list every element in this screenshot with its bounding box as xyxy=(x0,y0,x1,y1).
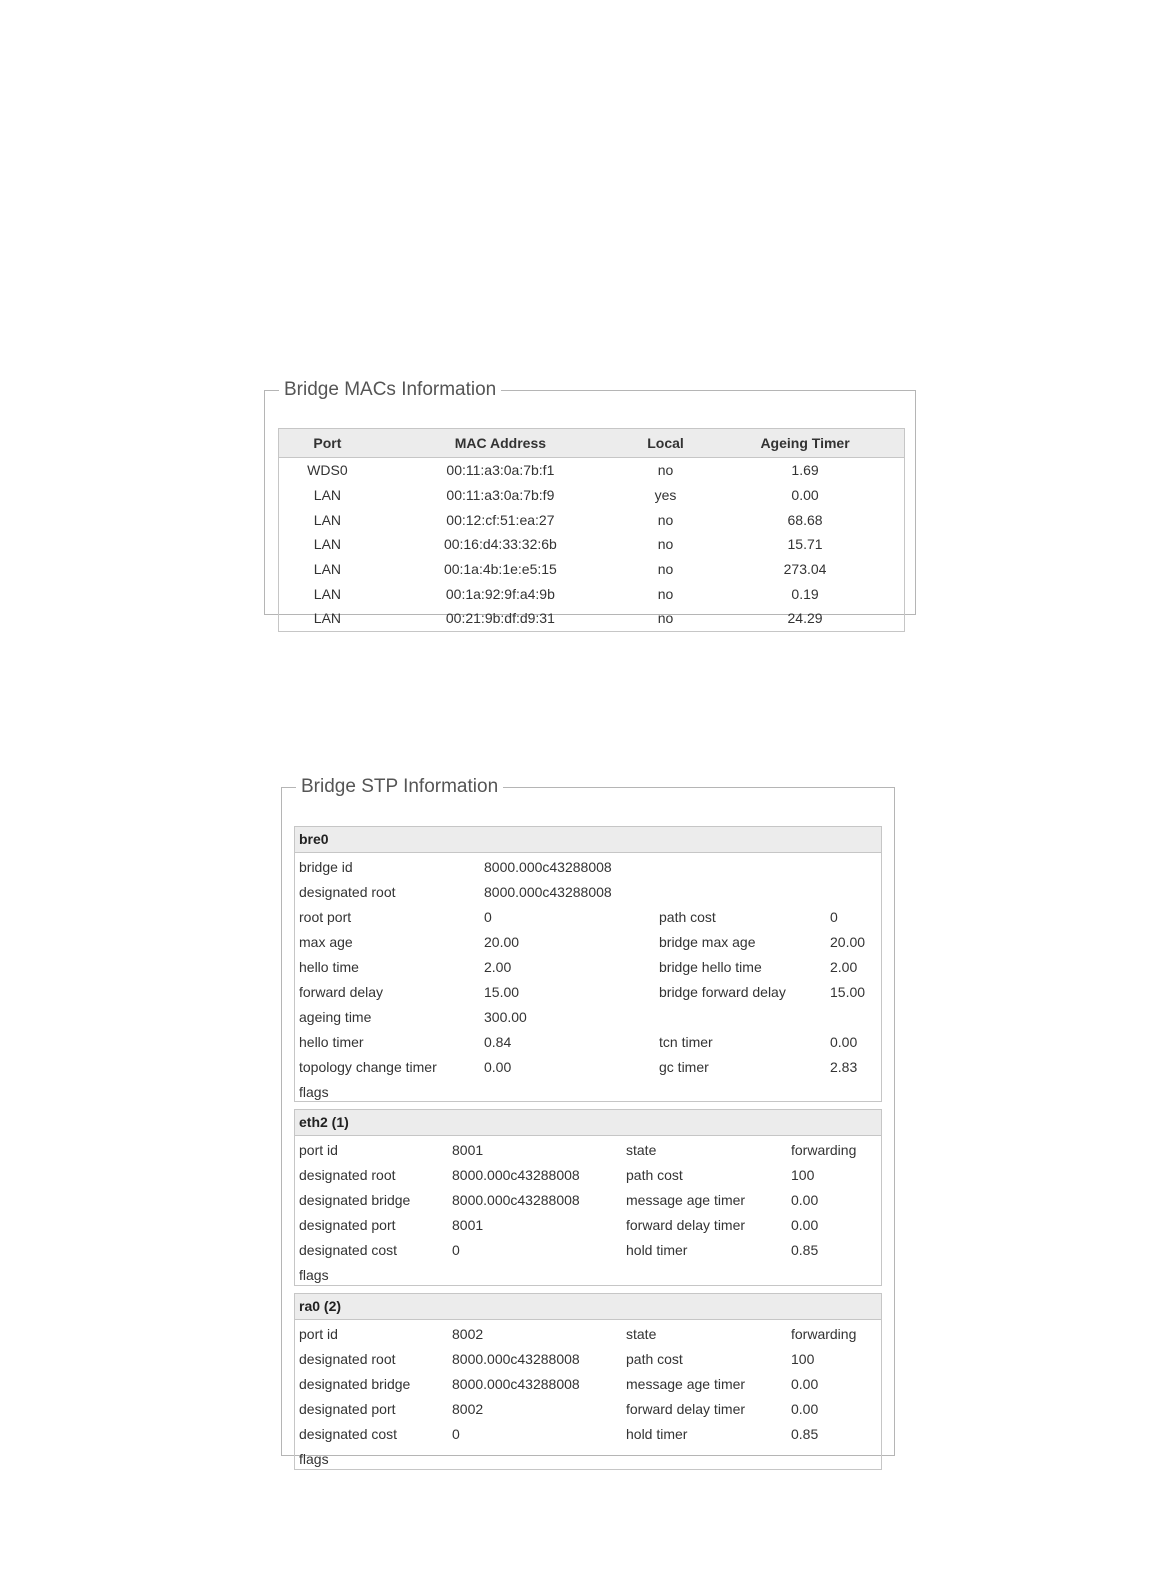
mac-table-header xyxy=(279,429,904,458)
table-row xyxy=(279,532,904,557)
stp-label: forward delay timer xyxy=(626,1401,746,1417)
mac-cell: 00:12:cf:51:ea:27 xyxy=(446,511,555,528)
stp-label: designated bridge xyxy=(299,1376,411,1392)
bridge-macs-title: Bridge MACs Information xyxy=(284,379,497,400)
column-header-port: Port xyxy=(279,429,376,458)
mac-cell: 00:1a:4b:1e:e5:15 xyxy=(443,561,557,578)
stp-label: forward delay timer xyxy=(626,1217,746,1233)
stp-value: 8001 xyxy=(452,1217,484,1233)
column-header-local: Local xyxy=(625,429,706,458)
stp-value: 0 xyxy=(484,909,492,925)
stp-row xyxy=(295,928,881,953)
local-cell: no xyxy=(657,511,674,528)
stp-value: 2.83 xyxy=(830,1059,858,1075)
port-cell: LAN xyxy=(313,561,342,578)
stp-label: state xyxy=(626,1142,657,1158)
stp-port-block xyxy=(294,1293,882,1470)
stp-label: flags xyxy=(299,1084,329,1100)
stp-label: tcn timer xyxy=(659,1034,713,1050)
stp-value: forwarding xyxy=(791,1326,857,1342)
stp-label: message age timer xyxy=(626,1376,746,1392)
mac-table-wrapper xyxy=(278,428,905,632)
stp-label: topology change timer xyxy=(299,1059,437,1075)
ageing-cell: 1.69 xyxy=(791,462,819,479)
stp-value: 2.00 xyxy=(830,959,858,975)
bridge-stp-title: Bridge STP Information xyxy=(301,776,499,797)
stp-value: 0.85 xyxy=(791,1426,819,1442)
table-row xyxy=(279,606,904,631)
stp-label: path cost xyxy=(659,909,716,925)
mac-cell: 00:11:a3:0a:7b:f1 xyxy=(446,462,555,479)
mac-cell: 00:21:9b:df:d9:31 xyxy=(445,610,555,627)
stp-value: 0.00 xyxy=(791,1217,819,1233)
stp-label: designated root xyxy=(299,884,396,900)
ageing-cell: 0.00 xyxy=(791,487,819,504)
stp-port-name: eth2 (1) xyxy=(295,1110,881,1136)
port-cell: WDS0 xyxy=(307,462,348,479)
table-row xyxy=(279,581,904,606)
stp-value: 0.00 xyxy=(791,1376,819,1392)
stp-value: 0 xyxy=(830,909,838,925)
stp-label: port id xyxy=(299,1142,338,1158)
stp-value: 2.00 xyxy=(484,959,512,975)
stp-value: 8000.000c43288008 xyxy=(452,1376,580,1392)
stp-row xyxy=(295,1003,881,1028)
table-row xyxy=(279,483,904,508)
stp-label: designated bridge xyxy=(299,1192,411,1208)
stp-label: state xyxy=(626,1326,657,1342)
stp-label: flags xyxy=(299,1267,329,1283)
stp-value: 100 xyxy=(791,1167,815,1183)
stp-value: 8001 xyxy=(452,1142,484,1158)
column-header-ageing-timer: Ageing Timer xyxy=(706,429,904,458)
stp-row xyxy=(295,878,881,903)
stp-row xyxy=(295,1078,881,1103)
local-cell: no xyxy=(657,561,674,578)
stp-row xyxy=(295,1320,881,1345)
port-cell: LAN xyxy=(313,610,342,627)
stp-label: ageing time xyxy=(299,1009,372,1025)
stp-label: designated root xyxy=(299,1351,396,1367)
ageing-cell: 273.04 xyxy=(783,561,827,578)
stp-value: 300.00 xyxy=(484,1009,527,1025)
stp-label: port id xyxy=(299,1326,338,1342)
local-cell: no xyxy=(657,610,674,627)
stp-value: 8000.000c43288008 xyxy=(484,859,612,875)
stp-row xyxy=(295,1420,881,1445)
table-row xyxy=(279,557,904,582)
stp-value: 0.00 xyxy=(830,1034,858,1050)
stp-value: 8000.000c43288008 xyxy=(452,1167,580,1183)
mac-cell: 00:1a:92:9f:a4:9b xyxy=(445,585,555,602)
stp-label: hold timer xyxy=(626,1242,688,1258)
stp-label: bridge max age xyxy=(659,934,756,950)
stp-row xyxy=(295,978,881,1003)
stp-row xyxy=(295,1345,881,1370)
stp-value: 15.00 xyxy=(830,984,866,1000)
port-cell: LAN xyxy=(313,536,342,553)
stp-row xyxy=(295,953,881,978)
local-cell: no xyxy=(657,536,674,553)
stp-label: flags xyxy=(299,1451,329,1467)
stp-value: 0.00 xyxy=(791,1192,819,1208)
stp-value: 0.00 xyxy=(484,1059,512,1075)
stp-bridge-block xyxy=(294,826,882,1102)
stp-row xyxy=(295,1161,881,1186)
stp-row xyxy=(295,1445,881,1470)
stp-row xyxy=(295,1395,881,1420)
stp-value: forwarding xyxy=(791,1142,857,1158)
stp-label: hello time xyxy=(299,959,359,975)
stp-label: path cost xyxy=(626,1351,683,1367)
stp-row xyxy=(295,1211,881,1236)
ageing-cell: 24.29 xyxy=(787,610,823,627)
ageing-cell: 68.68 xyxy=(787,511,823,528)
ageing-cell: 15.71 xyxy=(787,536,823,553)
stp-value: 8000.000c43288008 xyxy=(452,1192,580,1208)
stp-row xyxy=(295,1136,881,1161)
stp-label: max age xyxy=(299,934,353,950)
stp-value: 8000.000c43288008 xyxy=(484,884,612,900)
bridge-stp-panel xyxy=(281,776,895,1467)
stp-label: hold timer xyxy=(626,1426,688,1442)
stp-port-block xyxy=(294,1109,882,1286)
stp-value: 15.00 xyxy=(484,984,520,1000)
stp-value: 20.00 xyxy=(830,934,866,950)
stp-value: 0 xyxy=(452,1426,460,1442)
bridge-macs-panel xyxy=(264,379,916,627)
mac-cell: 00:11:a3:0a:7b:f9 xyxy=(446,487,555,504)
table-row xyxy=(279,458,904,483)
stp-value: 8000.000c43288008 xyxy=(452,1351,580,1367)
stp-row xyxy=(295,1236,881,1261)
mac-table xyxy=(279,429,904,631)
stp-label: forward delay xyxy=(299,984,384,1000)
table-row xyxy=(279,507,904,532)
stp-value: 0.84 xyxy=(484,1034,512,1050)
stp-port-name: ra0 (2) xyxy=(295,1294,881,1320)
stp-value: 0 xyxy=(452,1242,460,1258)
ageing-cell: 0.19 xyxy=(791,585,819,602)
stp-row xyxy=(295,1261,881,1286)
stp-label: designated port xyxy=(299,1401,396,1417)
stp-label: designated root xyxy=(299,1167,396,1183)
local-cell: no xyxy=(657,462,674,479)
stp-label: path cost xyxy=(626,1167,683,1183)
stp-value: 0.00 xyxy=(791,1401,819,1417)
stp-label: hello timer xyxy=(299,1034,364,1050)
stp-row xyxy=(295,1370,881,1395)
stp-value: 8002 xyxy=(452,1401,484,1417)
stp-bridge-name: bre0 xyxy=(295,827,881,853)
stp-row xyxy=(295,1186,881,1211)
stp-label: designated cost xyxy=(299,1242,398,1258)
stp-row xyxy=(295,1028,881,1053)
port-cell: LAN xyxy=(313,511,342,528)
stp-label: bridge forward delay xyxy=(659,984,786,1000)
local-cell: no xyxy=(657,585,674,602)
local-cell: yes xyxy=(654,487,677,504)
stp-value: 100 xyxy=(791,1351,815,1367)
stp-label: message age timer xyxy=(626,1192,746,1208)
stp-label: bridge hello time xyxy=(659,959,762,975)
stp-row xyxy=(295,853,881,878)
stp-label: designated cost xyxy=(299,1426,398,1442)
stp-value: 0.85 xyxy=(791,1242,819,1258)
stp-value: 20.00 xyxy=(484,934,520,950)
stp-row xyxy=(295,1053,881,1078)
stp-label: bridge id xyxy=(299,859,353,875)
port-cell: LAN xyxy=(313,585,342,602)
column-header-mac-address: MAC Address xyxy=(376,429,625,458)
port-cell: LAN xyxy=(313,487,342,504)
stp-label: gc timer xyxy=(659,1059,709,1075)
stp-label: designated port xyxy=(299,1217,396,1233)
stp-row xyxy=(295,903,881,928)
stp-label: root port xyxy=(299,909,352,925)
mac-cell: 00:16:d4:33:32:6b xyxy=(443,536,557,553)
stp-value: 8002 xyxy=(452,1326,484,1342)
